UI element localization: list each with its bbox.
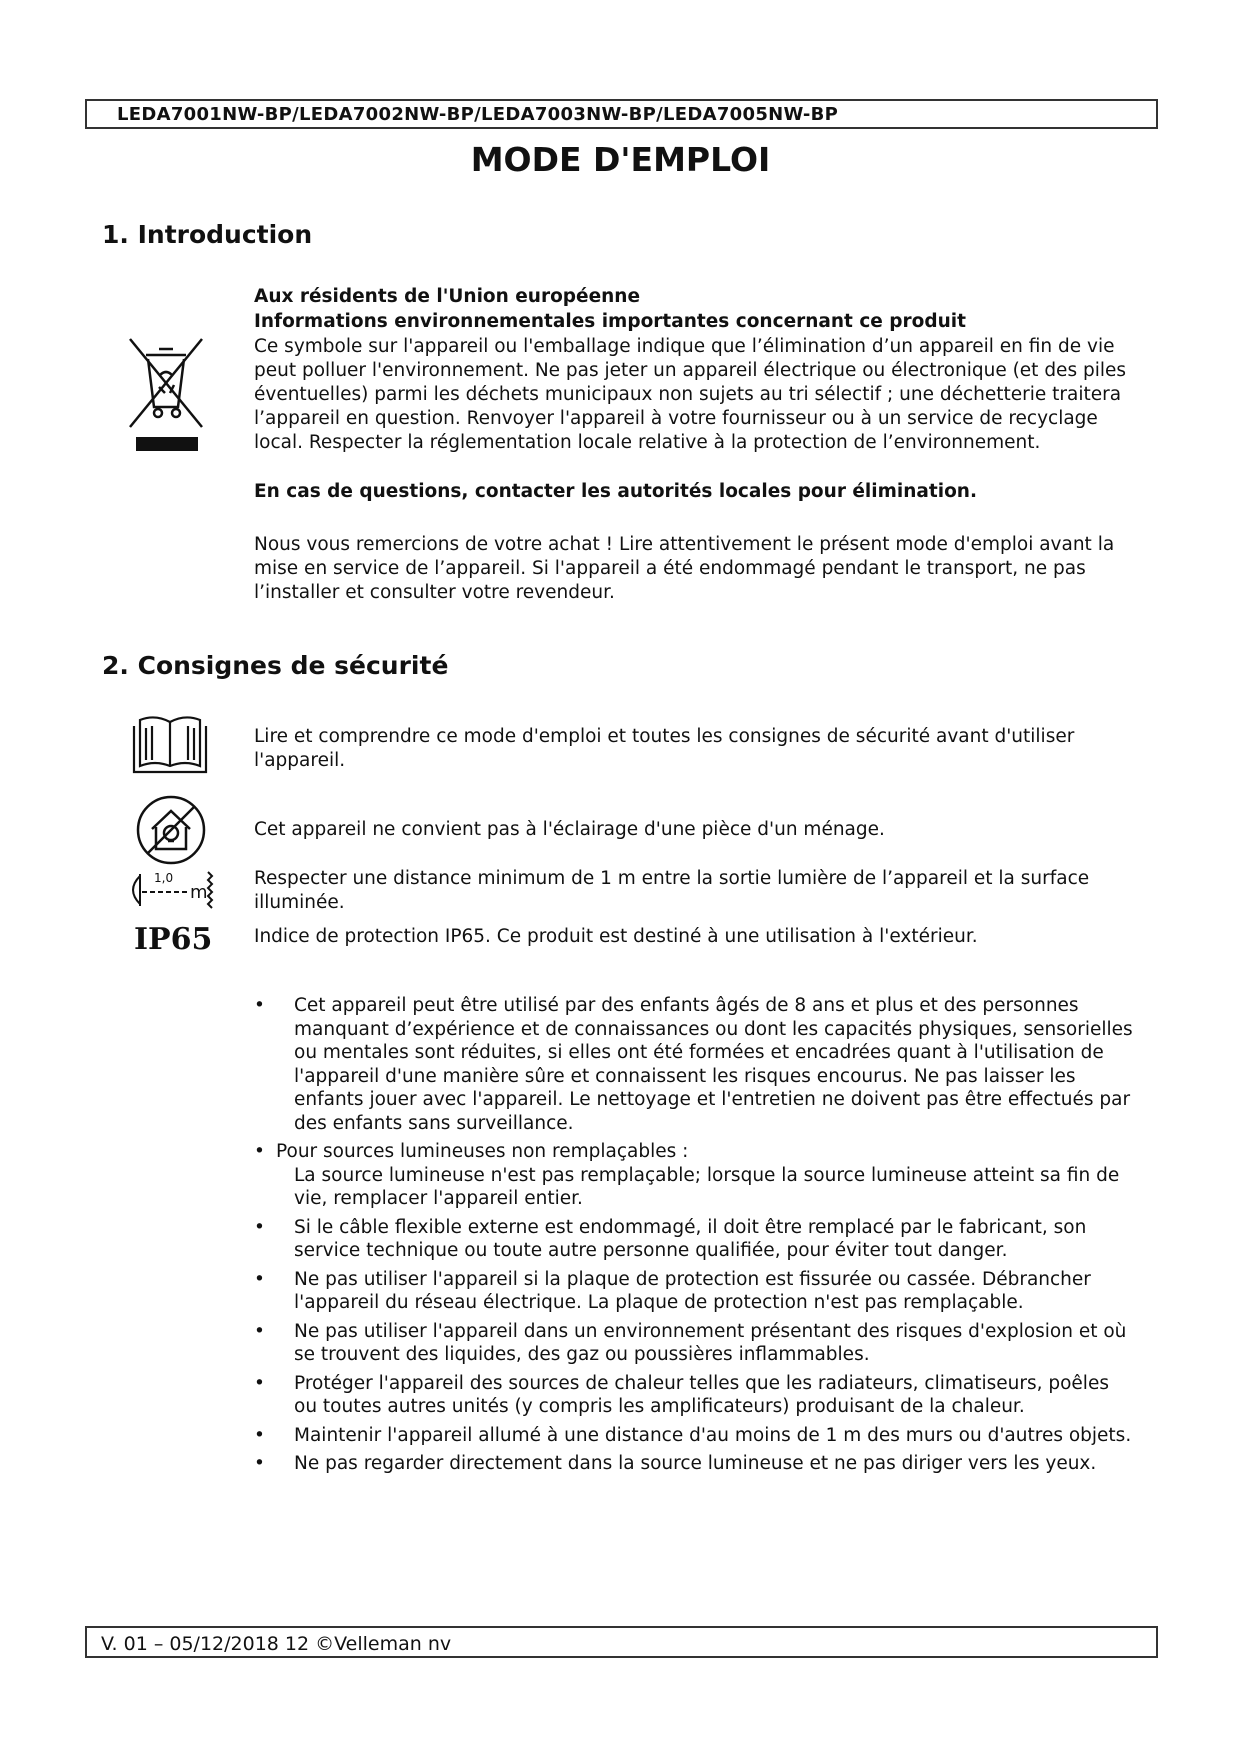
header-box	[85, 99, 1158, 129]
intro-contact-authorities: En cas de questions, contacter les autorités locales pour élimination.	[254, 481, 977, 502]
intro-thanks: Nous vous remercions de votre achat ! Lire attentivement le présent mode d'emploi avant la mise en service de l’appareil. Si l'appareil a été endommagé pendant le transport, ne pas l’installer et consulter votre revendeur.	[254, 534, 1115, 603]
header-models: LEDA7001NW-BP/LEDA7002NW-BP/LEDA7003NW-BP/LEDA7005NW-BP	[117, 104, 839, 125]
list-item: • Ne pas utiliser l'appareil si la plaque de protection est fissurée ou cassée. Débrancher l'appareil du réseau électrique. La plaque de protection n'est pas remplaçable.	[254, 1268, 1134, 1315]
distance-icon-label: 1,0	[154, 871, 174, 885]
safety-ip-rating: Indice de protection IP65. Ce produit est destiné à une utilisation à l'extérieur.	[254, 926, 978, 947]
safety-not-household: Cet appareil ne convient pas à l'éclairage d'une pièce d'un ménage.	[254, 819, 885, 840]
list-item: • Ne pas regarder directement dans la source lumineuse et ne pas diriger vers les yeux.	[254, 1452, 1134, 1476]
footer-box	[85, 1626, 1158, 1658]
list-item: • Cet appareil peut être utilisé par des enfants âgés de 8 ans et plus et des personnes manquant d’expérience et de connaissances ou dont les capacités physiques, sensorielles ou mentales sont réduites, si elles ont été formées et encadrées quant à l'utilisation de l'appareil d'une manière sûre et connaissent les risques encourus. Ne pas laisser les enfants jouer avec l'appareil. Le nettoyage et l'entretien ne doivent pas être effectués par des enfants sans surveillance.	[254, 994, 1134, 1135]
page-title: MODE D'EMPLOI	[470, 140, 771, 179]
distance-icon-unit: m	[190, 882, 208, 903]
list-item: • Si le câble flexible externe est endommagé, il doit être remplacé par le fabricant, son service technique ou toute autre personne qualifiée, pour éviter tout danger.	[254, 1216, 1134, 1263]
intro-env-info: Informations environnementales importantes concernant ce produit	[254, 311, 966, 332]
footer-text: V. 01 – 05/12/2018 12 ©Velleman nv	[101, 1633, 452, 1655]
intro-eu-residents: Aux résidents de l'Union européenne	[254, 286, 641, 307]
section-1-heading: 1. Introduction	[102, 220, 313, 249]
intro-weee-text: Ce symbole sur l'appareil ou l'emballage indique que l’élimination d’un appareil en fin de vie peut polluer l'environnement. Ne pas jeter un appareil électrique ou électronique (et des piles éventuelles) parmi les déchets municipaux non sujets au tri sélectif ; une déchetterie traitera l’appareil en question. Renvoyer l'appareil à votre fournisseur ou à un service de recyclage local. Respecter la réglementation locale relative à la protection de l’environnement.	[254, 336, 1127, 453]
min-distance-icon	[120, 868, 220, 916]
list-item-text: La source lumineuse n'est pas remplaçable; lorsque la source lumineuse atteint sa fin de vie, remplacer l'appareil entier.	[294, 1164, 1120, 1209]
list-item: • Pour sources lumineuses non remplaçables :	[254, 1140, 1134, 1164]
book-manual-icon	[130, 716, 210, 776]
safety-bullet-list	[254, 994, 1134, 1481]
no-household-use-icon	[134, 793, 208, 867]
section-2-heading: 2. Consignes de sécurité	[102, 651, 449, 680]
weee-bin-icon	[126, 335, 206, 455]
list-item: • Ne pas utiliser l'appareil dans un environnement présentant des risques d'explosion et où se trouvent des liquides, des gaz ou poussières inflammables.	[254, 1320, 1134, 1367]
list-item-continuation	[254, 1164, 1134, 1211]
safety-read-manual: Lire et comprendre ce mode d'emploi et toutes les consignes de sécurité avant d'utiliser l'appareil.	[254, 726, 1075, 771]
list-item: • Protéger l'appareil des sources de chaleur telles que les radiateurs, climatiseurs, poêles ou toutes autres unités (y compris les amplificateurs) produisant de la chaleur.	[254, 1372, 1134, 1419]
list-item: • Maintenir l'appareil allumé à une distance d'au moins de 1 m des murs ou d'autres objets.	[254, 1424, 1134, 1448]
ip65-label: IP65	[134, 922, 213, 957]
safety-distance: Respecter une distance minimum de 1 m entre la sortie lumière de l’appareil et la surface illuminée.	[254, 868, 1090, 913]
